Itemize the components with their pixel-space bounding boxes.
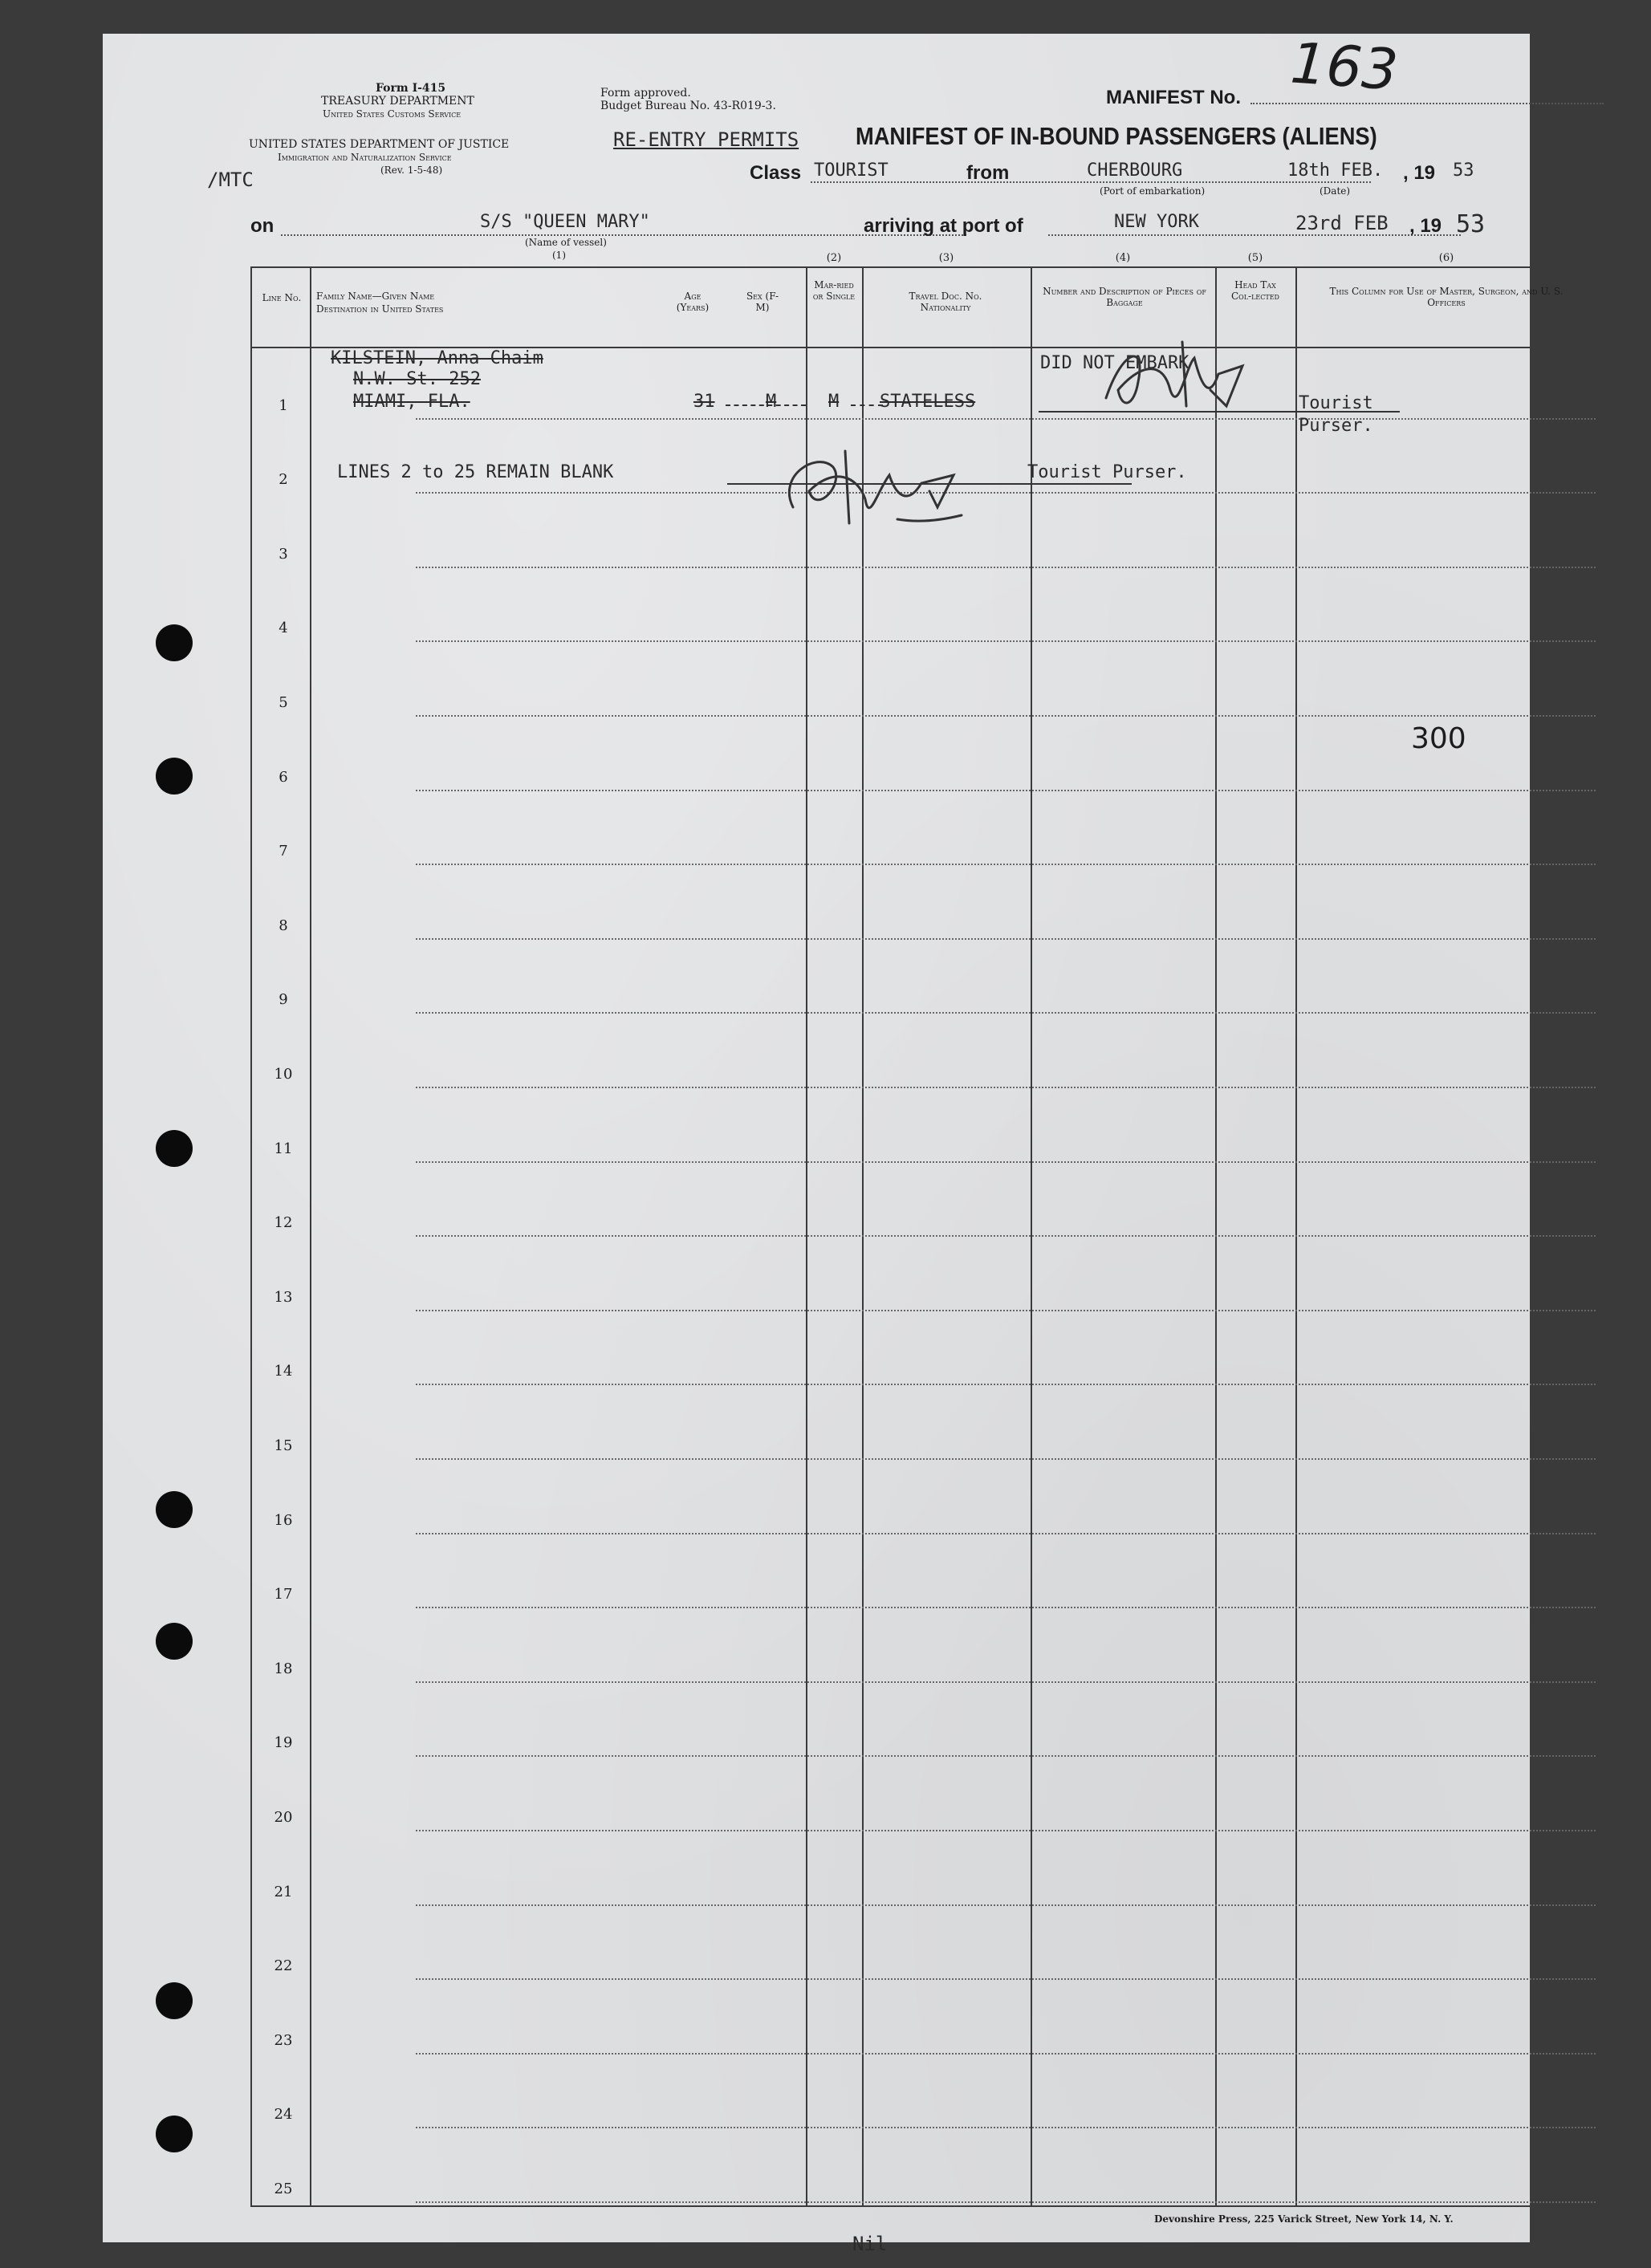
- row-number: 1: [279, 396, 288, 414]
- table-row-line: [416, 418, 1596, 420]
- table-left-border: [250, 266, 252, 2205]
- remain-blank-note: LINES 2 to 25 REMAIN BLANK: [337, 462, 614, 482]
- row-number: 14: [274, 1363, 293, 1380]
- from-label: from: [966, 162, 1010, 184]
- table-row-line: [416, 1384, 1596, 1385]
- table-bottom-border: [250, 2205, 1596, 2207]
- form-number: Form I-415: [376, 82, 446, 95]
- col-line-no: Line No.: [262, 292, 302, 303]
- table-row-line: [416, 1755, 1596, 1757]
- reentry-label: RE-ENTRY PERMITS: [613, 128, 799, 151]
- row-number: 10: [274, 1066, 293, 1083]
- row-number: 16: [274, 1511, 293, 1529]
- col-travel-num: (3): [938, 252, 954, 264]
- row-number: 11: [274, 1140, 293, 1157]
- stamp-300: 300: [1411, 722, 1466, 755]
- col-destination: Destination in United States: [316, 303, 444, 315]
- budget-label: Budget Bureau No. 43-R019-3.: [600, 100, 776, 112]
- printer-credit: Devonshire Press, 225 Varick Street, New York 14, N. Y.: [1154, 2213, 1454, 2225]
- row-number: 21: [274, 1883, 293, 1900]
- table-row-line: [416, 492, 1596, 494]
- table-row-line: [416, 2127, 1596, 2128]
- row-number: 18: [274, 1660, 293, 1677]
- vessel-caption: (Name of vessel): [525, 237, 607, 248]
- passenger-age: 31: [693, 392, 715, 412]
- manifest-page: [103, 30, 1564, 2255]
- port-embark-caption: (Port of embarkation): [1100, 185, 1206, 197]
- year-prefix: , 19: [1403, 162, 1436, 184]
- arriving-label: arriving at port of: [864, 215, 1023, 237]
- from-value: CHERBOURG: [1087, 161, 1183, 181]
- row-number: 25: [274, 2181, 293, 2197]
- row-number: 20: [274, 1809, 293, 1826]
- passenger-sex: M: [766, 392, 777, 412]
- passenger-married: M: [828, 392, 840, 412]
- signature: [1090, 334, 1250, 422]
- table-row-line: [416, 567, 1596, 568]
- row-number: 4: [279, 620, 288, 637]
- table-row-line: [416, 1830, 1596, 1831]
- row-number: 8: [279, 917, 288, 934]
- table-row-line: [416, 1533, 1596, 1534]
- col-baggage: Number and Description of Pieces of Baggage: [1043, 286, 1206, 308]
- ins-label: Immigration and Naturalization Service: [278, 152, 452, 163]
- did-not-embark: DID NOT EMBARK: [1040, 353, 1189, 373]
- row-number: 15: [274, 1437, 293, 1454]
- row-number: 19: [274, 1734, 293, 1752]
- punch-hole: [156, 2116, 193, 2152]
- page-title: MANIFEST OF IN-BOUND PASSENGERS (ALIENS): [856, 122, 1377, 150]
- table-row-line: [416, 864, 1596, 865]
- table-row-line: [416, 790, 1596, 791]
- manifest-no-label: MANIFEST No.: [1106, 87, 1241, 108]
- table-row-line: [416, 715, 1596, 717]
- table-row-line: [416, 938, 1596, 940]
- row-number: 23: [274, 2031, 293, 2049]
- arrival-year: 53: [1456, 210, 1486, 238]
- table-row-line: [416, 1161, 1596, 1163]
- class-label: Class: [750, 162, 802, 184]
- row-number: 6: [279, 768, 288, 786]
- treasury-label: TREASURY DEPARTMENT: [321, 95, 474, 108]
- margin-note: /MTC: [207, 169, 254, 191]
- arrival-year-prefix: , 19: [1409, 215, 1442, 237]
- table-row-line: [416, 1310, 1596, 1311]
- table-row-line: [416, 1458, 1596, 1460]
- passenger-nationality: STATELESS: [880, 392, 976, 412]
- table-row-line: [416, 2053, 1596, 2055]
- table-top-border: [250, 266, 1596, 268]
- row-number: 7: [279, 843, 288, 860]
- approved-label: Form approved.: [600, 87, 691, 100]
- table-row-line: [416, 1681, 1596, 1683]
- departure-date: 18th FEB.: [1287, 161, 1384, 181]
- vessel-colnum: (1): [552, 250, 566, 261]
- col-sex: Sex (F-M): [746, 291, 779, 313]
- punch-hole: [156, 1982, 193, 2019]
- passenger-city: MIAMI, FLA.: [353, 392, 470, 412]
- col-married-num: (2): [826, 252, 842, 264]
- col-baggage-num: (4): [1115, 252, 1131, 264]
- row-number: 24: [274, 2106, 293, 2124]
- arrival-port: NEW YORK: [1114, 212, 1199, 232]
- punch-hole: [156, 624, 193, 661]
- passenger-address: N.W. St. 252: [353, 369, 481, 389]
- table-row-line: [416, 2201, 1596, 2203]
- nil-note: Nil: [852, 2233, 888, 2255]
- signature: [769, 443, 978, 539]
- departure-year: 53: [1453, 161, 1474, 181]
- row-number: 9: [279, 991, 288, 1009]
- table-row-line: [416, 1235, 1596, 1237]
- col-name: Family Name—Given Name: [316, 291, 435, 302]
- col-married: Mar-ried or Single: [812, 279, 856, 302]
- col-officers: This Column for Use of Master, Surgeon, and U. S. Officers: [1329, 286, 1564, 308]
- table-row-line: [416, 1978, 1596, 1980]
- purser-note-1: Tourist: [1299, 393, 1373, 413]
- justice-label: UNITED STATES DEPARTMENT OF JUSTICE: [249, 138, 510, 151]
- row-number: 3: [279, 545, 288, 563]
- punch-hole: [156, 1491, 193, 1528]
- table-row-line: [416, 1012, 1596, 1014]
- row-number: 17: [274, 1586, 293, 1603]
- arrival-date: 23rd FEB: [1295, 212, 1389, 234]
- col-travel-doc: Travel Doc. No. Nationality: [909, 291, 982, 313]
- table-row-line: [416, 640, 1596, 642]
- col-head-tax-num: (5): [1247, 252, 1263, 264]
- purser-note-2: Purser.: [1299, 416, 1373, 436]
- row-number: 13: [274, 1288, 293, 1306]
- table-row-line: [416, 1087, 1596, 1088]
- row-number: 22: [274, 1957, 293, 1975]
- on-label: on: [250, 215, 274, 237]
- tourist-purser-note: Tourist Purser.: [1027, 462, 1187, 482]
- punch-hole: [156, 758, 193, 795]
- passenger-name: KILSTEIN, Anna Chaim: [331, 348, 543, 368]
- table-row-line: [416, 1607, 1596, 1608]
- table-row-line: [416, 1904, 1596, 1906]
- col-head-tax: Head Tax Col-lected: [1231, 279, 1279, 302]
- col-officers-num: (6): [1438, 252, 1454, 264]
- row-number: 2: [279, 471, 288, 489]
- rev-label: (Rev. 1-5-48): [380, 165, 443, 176]
- row-number: 5: [279, 694, 288, 711]
- manifest-number: 163: [1288, 30, 1401, 104]
- punch-hole: [156, 1623, 193, 1660]
- class-value: TOURIST: [814, 161, 889, 181]
- punch-hole: [156, 1130, 193, 1167]
- customs-label: United States Customs Service: [323, 108, 462, 120]
- date-caption: (Date): [1320, 185, 1351, 197]
- col-age: Age (Years): [676, 291, 710, 313]
- vessel-name: S/S "QUEEN MARY": [480, 212, 650, 232]
- row-number: 12: [274, 1214, 293, 1232]
